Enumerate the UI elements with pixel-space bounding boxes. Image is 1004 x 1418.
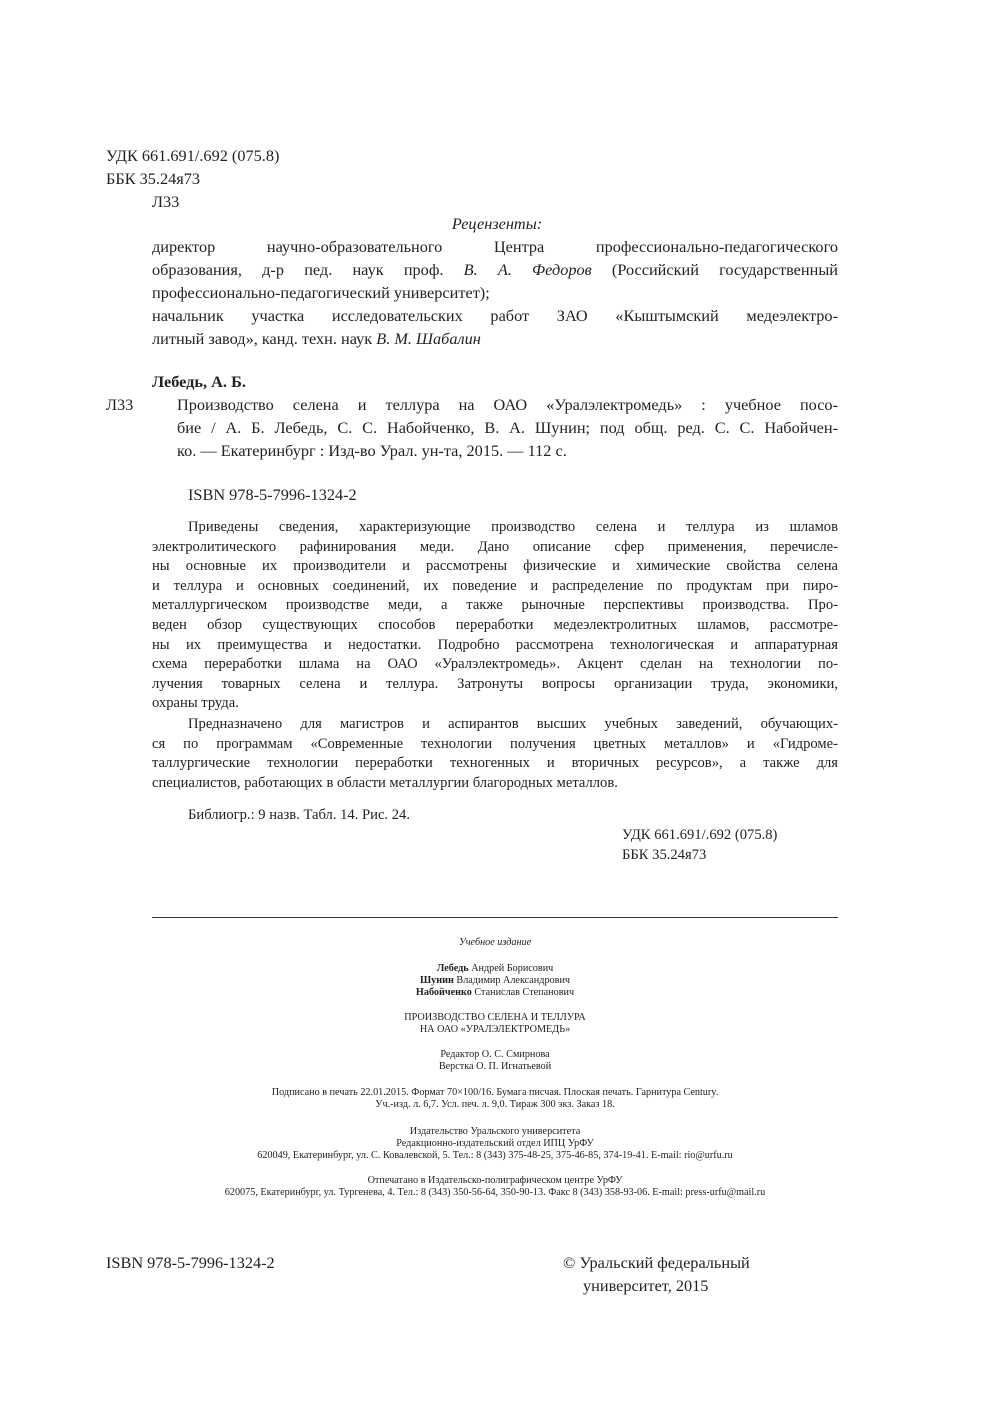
publisher-info: 620049, Екатеринбург, ул. С. Ковалевской, 5. Тел.: 8 (343) 375-48-25, 375-46-85, 374-19-41. E-mail: rio@urfu.ru bbox=[257, 1150, 733, 1161]
imprint-author bbox=[0, 963, 990, 975]
catalog-line: ко. — Екатеринбург : Изд-во Урал. ун-та, 2015. — 112 с. bbox=[177, 441, 567, 460]
author-given-name: Станислав Степанович bbox=[474, 987, 575, 998]
reviewer-name: В. А. Федоров bbox=[463, 260, 592, 279]
reviewer-line bbox=[152, 236, 838, 258]
catalog-mark: Л33 bbox=[106, 395, 134, 414]
copyright-line-1: © Уральский федеральный bbox=[563, 1253, 750, 1272]
reviewer-line bbox=[152, 282, 838, 304]
author-given-name: Андрей Борисович bbox=[471, 963, 554, 974]
copyright-line-2: университет, 2015 bbox=[583, 1276, 709, 1295]
udk-repeat: УДК 661.691/.692 (075.8) bbox=[622, 827, 778, 843]
imprint-staff: Верстка О. П. Игнатьевой bbox=[438, 1061, 552, 1072]
edition-type-text: Учебное издание bbox=[458, 937, 532, 948]
reviewer-line bbox=[152, 259, 838, 281]
abstract-line: металлургическом производстве меди, а также рыночные перспективы производства. Про- bbox=[152, 597, 838, 614]
catalog-line: Производство селена и теллура на ОАО «Уралэлектромедь» : учебное посо- bbox=[177, 395, 838, 414]
udk-code: УДК 661.691/.692 (075.8) bbox=[106, 146, 280, 165]
edition-type bbox=[0, 937, 990, 949]
catalog-author-text: Лебедь, А. Б. bbox=[152, 372, 246, 391]
author-given-name: Владимир Александрович bbox=[456, 975, 571, 986]
catalog-author bbox=[152, 371, 246, 393]
print-info: Уч.-изд. л. 6,7. Усл. печ. л. 9,0. Тираж 300 экз. Заказ 18. bbox=[375, 1099, 615, 1110]
imprint-staff: Редактор О. С. Смирнова bbox=[440, 1049, 550, 1060]
abstract-line: веден обзор существующих способов переработки медеэлектролитных шламов, рассмотре- bbox=[152, 617, 838, 633]
imprint-title: ПРОИЗВОДСТВО СЕЛЕНА И ТЕЛЛУРА bbox=[404, 1012, 586, 1023]
abstract-line: и теллура и основных соединений, их поведение и распределение по продуктам при пиро- bbox=[152, 577, 838, 594]
printer-info: 620075, Екатеринбург, ул. Тургенева, 4. Тел.: 8 (343) 350-56-64, 350-90-13. Факс 8 (343) 358-93-06. E-mail: press-urfu@mail.ru bbox=[224, 1187, 766, 1198]
print-info: Подписано в печать 22.01.2015. Формат 70×100/16. Бумага писчая. Плоская печать. Гарнитура Century. bbox=[271, 1087, 719, 1098]
author-mark: Л33 bbox=[152, 192, 180, 211]
abstract-line: Предназначено для магистров и аспирантов высших учебных заведений, обучающих- bbox=[188, 716, 838, 732]
abstract-line: таллургические технологии переработки техногенных и вторичных ресурсов», а также для bbox=[152, 755, 838, 772]
abstract-line: Приведены сведения, характеризующие производство селена и теллура из шламов bbox=[188, 519, 838, 535]
reviewer-line bbox=[152, 305, 838, 327]
reviewer-text: директор научно-образовательного Центра профессионально-педагогического bbox=[152, 237, 838, 256]
catalog-line: бие / А. Б. Лебедь, С. С. Набойченко, В. А. Шунин; под общ. ред. С. С. Набойчен- bbox=[177, 418, 838, 437]
imprint-author bbox=[0, 987, 990, 999]
reviewer-text: литный завод», канд. техн. наук bbox=[152, 329, 377, 348]
reviewers-title-text: Рецензенты: bbox=[451, 214, 543, 233]
reviewer-text: (Российский государственный bbox=[591, 260, 838, 279]
abstract-line: ны основные их производители и рассмотрены физические и химические свойства селена bbox=[152, 558, 838, 575]
reviewer-text: профессионально-педагогический университет); bbox=[152, 283, 490, 302]
abstract-line: лучения товарных селена и теллура. Затронуты вопросы организации труда, экономики, bbox=[152, 675, 838, 692]
abstract-line: электролитического рафинирования меди. Дано описание сфер применения, перечисле- bbox=[152, 538, 838, 555]
bbk-repeat: ББК 35.24я73 bbox=[622, 847, 707, 863]
footer-isbn: ISBN 978-5-7996-1324-2 bbox=[106, 1253, 275, 1272]
reviewer-line bbox=[152, 328, 838, 350]
reviewer-name: В. М. Шабалин bbox=[376, 329, 481, 348]
reviewer-text: начальник участка исследовательских работ ЗАО «Кыштымский медеэлектро- bbox=[152, 306, 838, 325]
divider bbox=[152, 917, 838, 918]
abstract-line: специалистов, работающих в области металлургии благородных металлов. bbox=[152, 774, 618, 791]
author-surname: Лебедь bbox=[436, 963, 469, 974]
imprint-author bbox=[0, 975, 990, 987]
reviewers-title bbox=[0, 213, 994, 235]
author-surname: Шунин bbox=[419, 975, 454, 986]
catalog-isbn: ISBN 978-5-7996-1324-2 bbox=[188, 485, 357, 504]
abstract-line: схема переработки шлама на ОАО «Уралэлектромедь». Акцент сделан на технологии по- bbox=[152, 656, 838, 673]
publisher-info: Издательство Уральского университета bbox=[409, 1126, 581, 1137]
abstract-line: охраны труда. bbox=[152, 695, 239, 712]
abstract-line: ны их преимущества и недостатки. Подробно рассмотрена технологическая и аппаратурная bbox=[152, 636, 838, 653]
abstract-line: ся по программам «Современные технологии получения цветных металлов» и «Гидроме- bbox=[152, 735, 838, 752]
publisher-info: Редакционно-издательский отдел ИПЦ УрФУ bbox=[396, 1138, 594, 1149]
bbk-code: ББК 35.24я73 bbox=[106, 169, 201, 188]
printer-info: Отпечатано в Издательско-полиграфическом центре УрФУ bbox=[367, 1175, 623, 1186]
author-surname: Набойченко bbox=[415, 987, 472, 998]
reviewer-text: образования, д-р пед. наук проф. bbox=[152, 260, 464, 279]
bibliography-count: Библиогр.: 9 назв. Табл. 14. Рис. 24. bbox=[188, 807, 410, 823]
imprint-title: НА ОАО «УРАЛЭЛЕКТРОМЕДЬ» bbox=[419, 1024, 571, 1035]
